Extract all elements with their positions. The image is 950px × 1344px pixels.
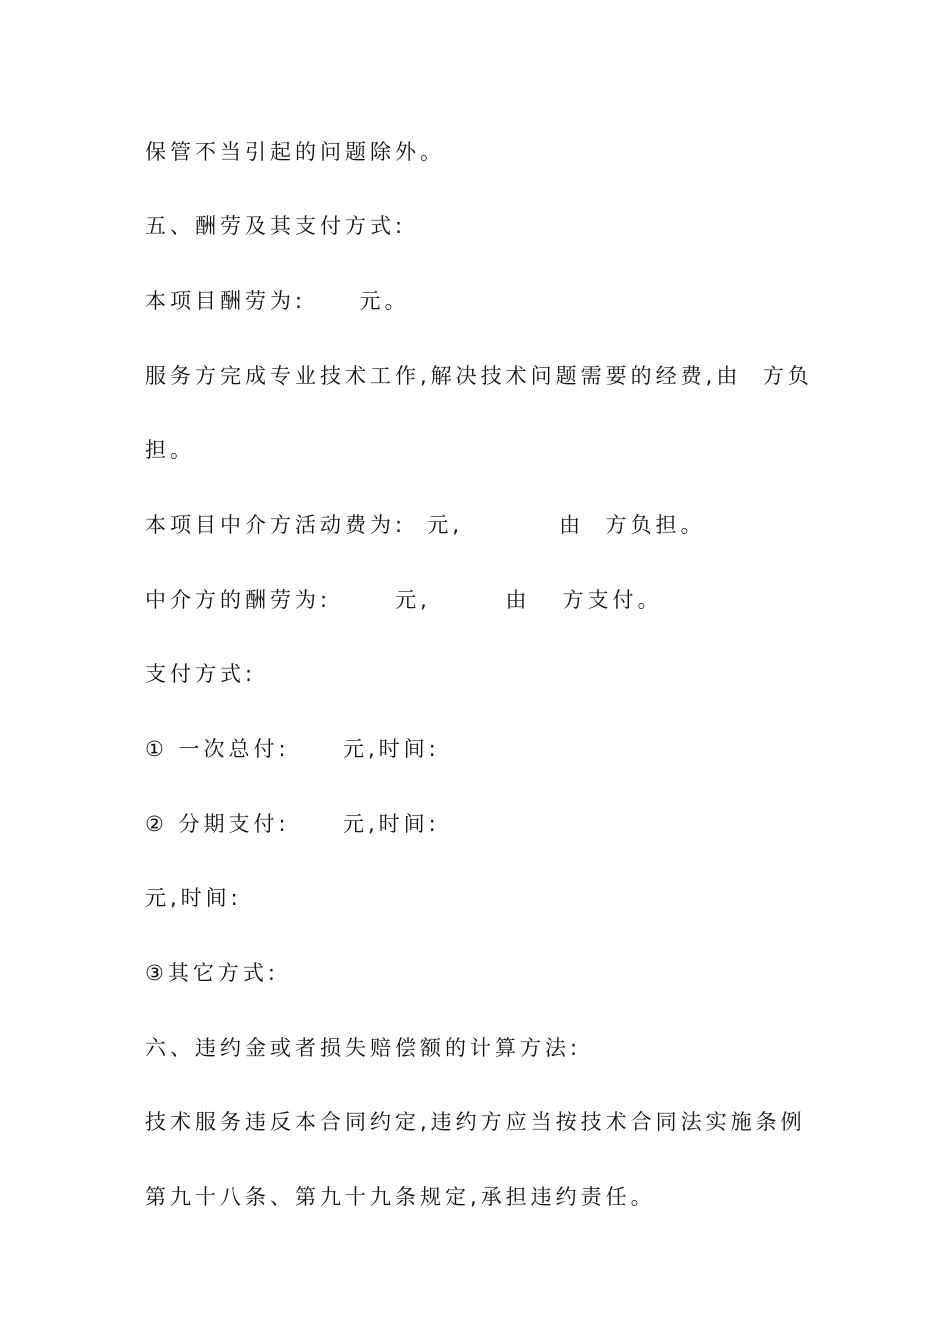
text-line: 支付方式: [145, 662, 257, 686]
list-item: ② 分期支付: 元,时间: [145, 812, 440, 836]
text-line: 第九十八条、第九十九条规定,承担违约责任。 [145, 1185, 656, 1209]
text-line: 技术服务违反本合同约定,违约方应当按技术合同法实施条例 [145, 1110, 806, 1134]
section-heading: 五、酬劳及其支付方式: [145, 214, 407, 238]
text-line: 本项目中介方活动费为: 元, 由 方负担。 [145, 513, 706, 537]
text-line: 元,时间: [145, 886, 242, 910]
text-line: 服务方完成专业技术工作,解决技术问题需要的经费,由 方负 [145, 364, 813, 388]
text-line: 中介方的酬劳为: 元, 由 方支付。 [145, 588, 663, 612]
text-line: 担。 [145, 438, 195, 462]
section-heading: 六、违约金或者损失赔偿额的计算方法: [145, 1036, 582, 1060]
text-line: 本项目酬劳为: 元。 [145, 289, 410, 313]
list-item: ③其它方式: [145, 961, 279, 985]
text-line: 保管不当引起的问题除外。 [145, 140, 445, 164]
list-item: ① 一次总付: 元,时间: [145, 737, 440, 761]
